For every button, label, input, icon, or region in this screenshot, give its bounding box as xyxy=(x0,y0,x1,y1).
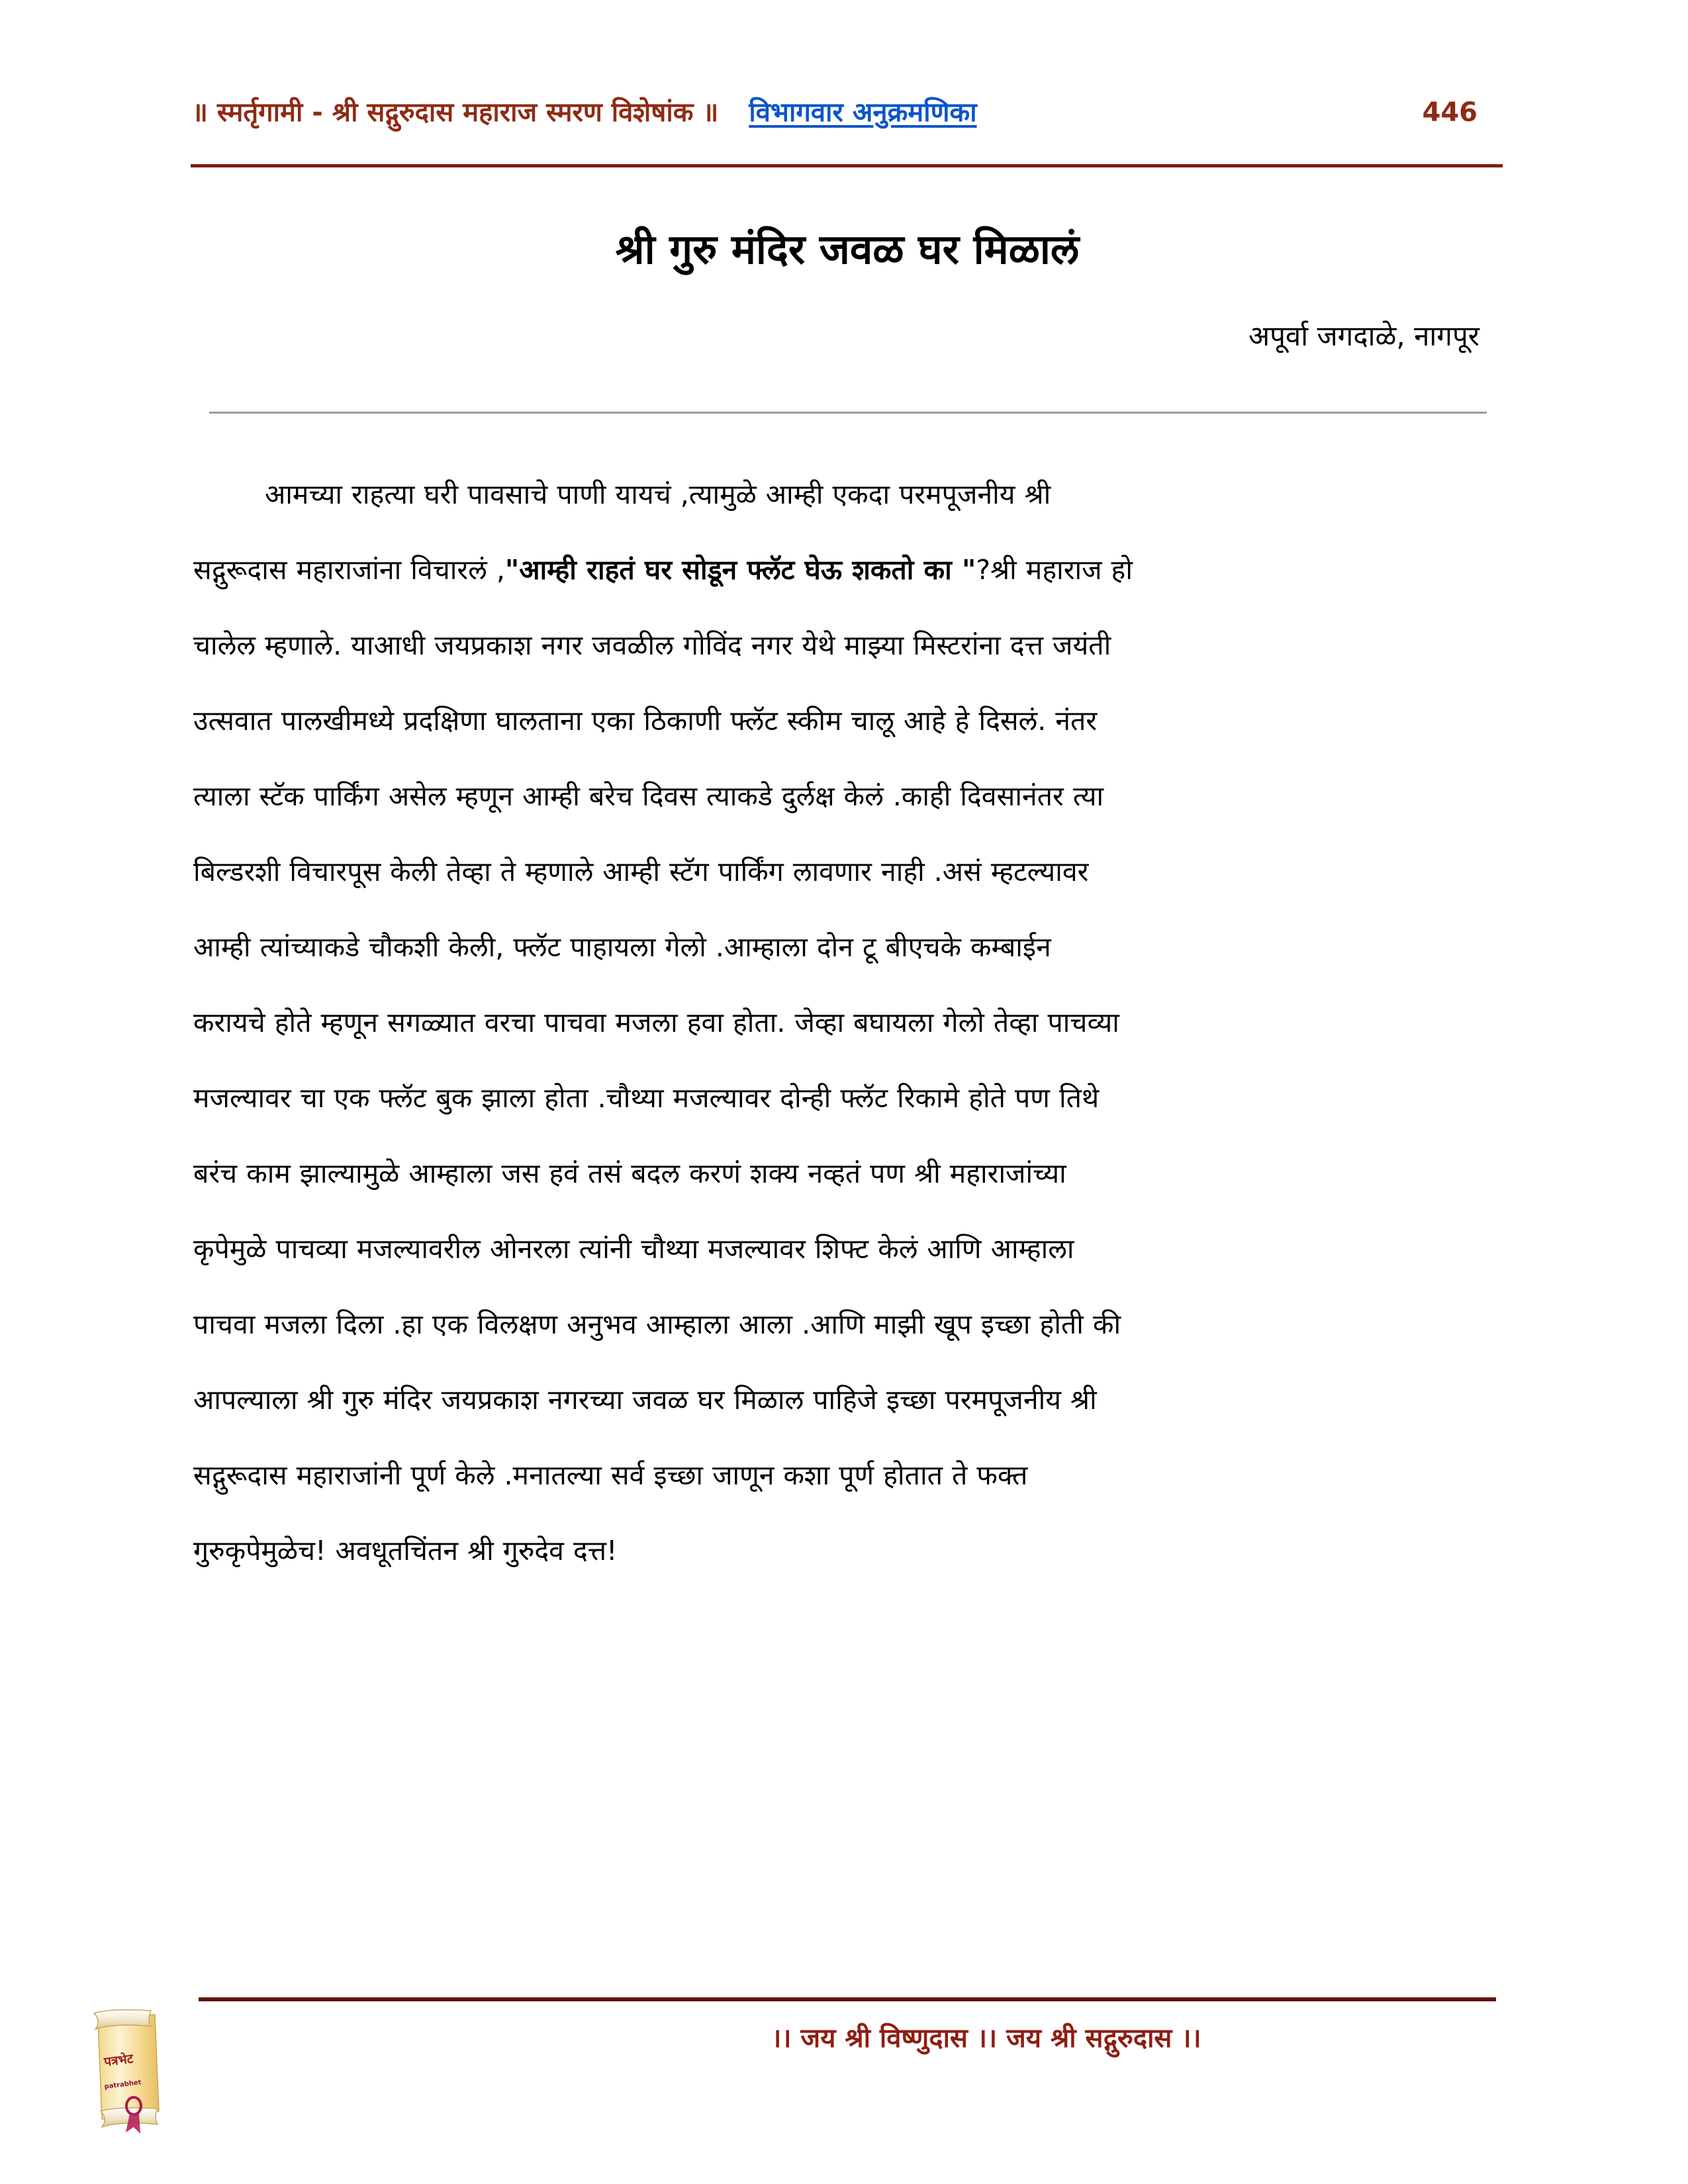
logo-sublabel-text: patrabhet xyxy=(104,2079,142,2091)
body-text-run: सद्गुरूदास महाराजांनी पूर्ण केले .मनातल्या सर्व इच्छा जाणून कशा पूर्ण होतात ते फक्त xyxy=(193,1459,1028,1491)
body-line xyxy=(193,909,1497,985)
article-body xyxy=(193,457,1497,1588)
header-banner-title: ॥ स्मर्तृगामी - श्री सद्गुरुदास महाराज स्मरण विशेषांक ॥ xyxy=(192,97,719,128)
page-title: श्री गुरु मंदिर जवळ घर मिळालं xyxy=(615,224,1080,273)
body-text-run: ?श्री महाराज हो xyxy=(976,554,1133,586)
body-text-run: बरंच काम झाल्यामुळे आम्हाला जस हवं तसं बदल करणं शक्य नव्हतं पण श्री महाराजांच्या xyxy=(193,1158,1066,1189)
body-text-run: उत्सवात पालखीमध्ये प्रदक्षिणा घालताना एका ठिकाणी फ्लॅट स्कीम चालू आहे हे दिसलं. नंतर xyxy=(193,705,1098,737)
body-line xyxy=(193,1060,1497,1136)
body-text-run: आमच्या राहत्या घरी पावसाचे पाणी यायचं ,त्यामुळे आम्ही एकदा परमपूजनीय श्री xyxy=(265,478,1051,510)
patrabhet-scroll-logo xyxy=(85,2005,172,2135)
footer-blessing: ।। जय श्री विष्णुदास ।। जय श्री सद्गुरुदास ।। xyxy=(771,2023,1201,2054)
header-divider xyxy=(191,164,1503,167)
page-number: 446 xyxy=(1422,97,1477,128)
body-line xyxy=(193,834,1497,909)
logo-label-text: पत्रभेट xyxy=(103,2051,134,2070)
body-line xyxy=(193,1437,1497,1513)
body-text-run: बिल्डरशी विचारपूस केली तेव्हा ते म्हणाले आम्ही स्टॅग पार्किंग लावणार नाही .असं म्हटल्यावर xyxy=(193,856,1089,887)
body-text-run: मजल्यावर चा एक फ्लॅट बुक झाला होता .चौथ्या मजल्यावर दोन्ही फ्लॅट रिकामे होते पण तिथे xyxy=(193,1082,1100,1114)
body-line xyxy=(193,608,1497,683)
author-byline: अपूर्वा जगदाळे, नागपूर xyxy=(1248,320,1479,352)
body-text-run: चालेल म्हणाले. याआधी जयप्रकाश नगर जवळील गोविंद नगर येथे माझ्या मिस्टरांना दत्त जयंती xyxy=(193,629,1111,661)
body-line xyxy=(193,683,1497,758)
body-line xyxy=(193,1211,1497,1287)
body-line xyxy=(193,457,1497,532)
body-text-run: गुरुकृपेमुळेच! अवधूतचिंतन श्री गुरुदेव दत्त! xyxy=(193,1535,618,1567)
quoted-question: "आम्ही राहतं घर सोडून फ्लॅट घेऊ शकतो का " xyxy=(504,554,976,586)
body-text-run: करायचे होते म्हणून सगळ्यात वरचा पाचवा मजला हवा होता. जेव्हा बघायला गेलो तेव्हा पाचव्या xyxy=(193,1007,1119,1038)
body-line xyxy=(193,1362,1497,1437)
body-text-run: आम्ही त्यांच्याकडे चौकशी केली, फ्लॅट पाहायला गेलो .आम्हाला दोन टू बीएचके कम्बाईन xyxy=(193,931,1051,963)
body-line xyxy=(193,985,1497,1060)
body-line xyxy=(193,758,1497,834)
body-line xyxy=(193,1513,1497,1588)
body-text-run: सद्गुरूदास महाराजांना विचारलं , xyxy=(193,554,505,586)
body-text-run: पाचवा मजला दिला .हा एक विलक्षण अनुभव आम्हाला आला .आणि माझी खूप इच्छा होती की xyxy=(193,1308,1121,1340)
body-text-run: आपल्याला श्री गुरु मंदिर जयप्रकाश नगरच्या जवळ घर मिळाल पाहिजे इच्छा परमपूजनीय श्री xyxy=(193,1384,1097,1416)
byline-divider xyxy=(209,412,1487,414)
body-line xyxy=(193,1287,1497,1362)
body-text-run: त्याला स्टॅक पार्किंग असेल म्हणून आम्ही बरेच दिवस त्याकडे दुर्लक्ष केलं .काही दिवसानंतर त्या xyxy=(193,780,1104,812)
footer-divider xyxy=(199,1997,1496,2001)
body-text-run: कृपेमुळे पाचव्या मजल्यावरील ओनरला त्यांनी चौथ्या मजल्यावर शिफ्ट केलं आणि आम्हाला xyxy=(193,1233,1074,1265)
body-line xyxy=(193,1136,1497,1211)
scroll-icon xyxy=(85,2005,172,2135)
body-line xyxy=(193,532,1497,608)
page-header xyxy=(192,93,1503,146)
index-link[interactable]: विभागवार अनुक्रमणिका xyxy=(749,97,977,128)
